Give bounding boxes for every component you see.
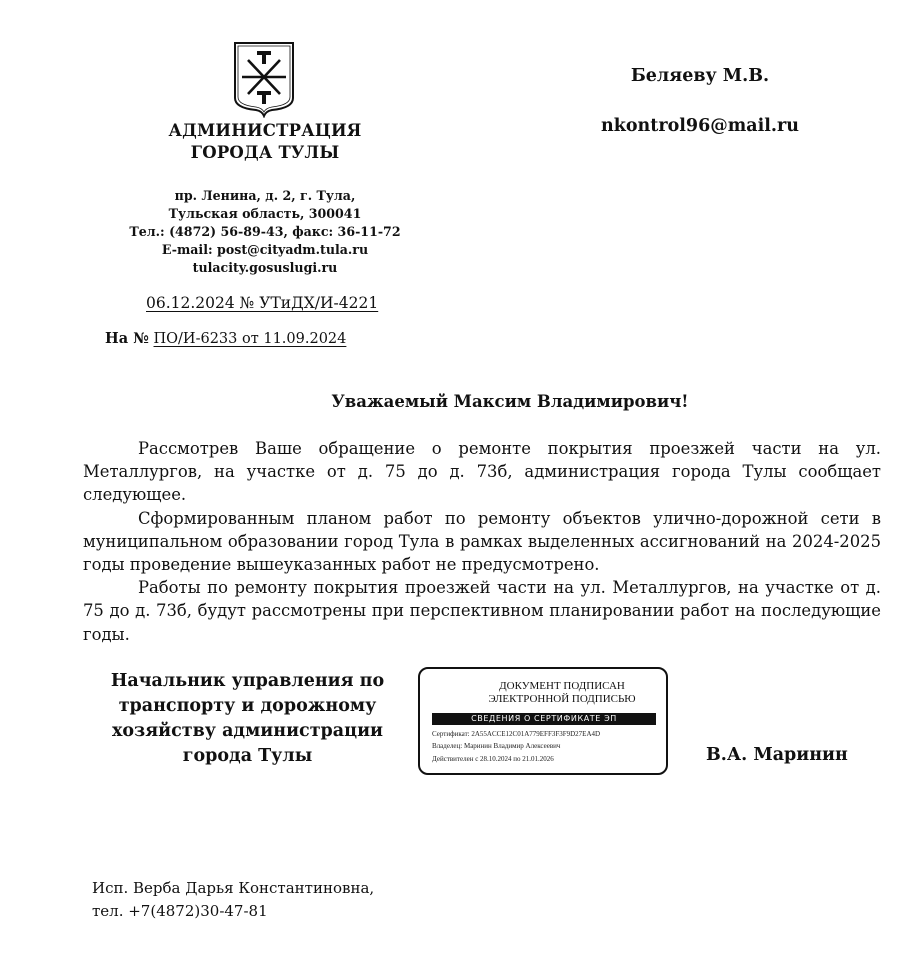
- salutation: Уважаемый Максим Владимирович!: [331, 392, 689, 411]
- signer-title-line: хозяйству администрации: [111, 721, 384, 741]
- executor-phone: тел. +7(4872)30-47-81: [92, 902, 268, 920]
- stamp-title: [420, 680, 666, 706]
- electronic-signature-stamp: [418, 667, 668, 775]
- organization-name: [140, 120, 390, 164]
- signer-name: В.А. Маринин: [706, 745, 848, 765]
- org-website: tulacity.gosuslugi.ru: [192, 260, 338, 275]
- outgoing-reg-number: 06.12.2024 № УТиДХ/И-4221: [146, 294, 379, 312]
- phone-fax: Тел.: (4872) 56-89-43, факс: 36-11-72: [129, 224, 401, 239]
- recipient-email: nkontrol96@mail.ru: [601, 116, 799, 136]
- executor-info: [92, 877, 374, 923]
- address-line: Тульская область, 300041: [168, 206, 362, 221]
- incoming-label: На №: [105, 330, 149, 347]
- signer-title-line: транспорту и дорожному: [118, 696, 377, 716]
- tula-coat-of-arms-icon: [232, 40, 296, 118]
- stamp-certificate: Сертификат: 2A55ACCE12C01A779EFF3F3F9D27EA4D: [432, 730, 601, 738]
- body-paragraph: Сформированным планом работ по ремонту объектов улично-дорожной сети в муниципальном образовании город Тула в рамках выделенных ассигнований на 2024-2025 годы проведение вышеуказанных работ не предусмотрено.: [83, 508, 881, 575]
- org-name-line: ГОРОДА ТУЛЫ: [190, 143, 340, 162]
- stamp-title-line: ЭЛЕКТРОННОЙ ПОДПИСЬЮ: [488, 693, 636, 705]
- stamp-title-line: ДОКУМЕНТ ПОДПИСАН: [499, 680, 625, 692]
- signer-title-line: города Тулы: [182, 746, 313, 766]
- stamp-owner: Владелец: Маринин Владимир Алексеевич: [432, 742, 561, 750]
- incoming-value: ПО/И-6233 от 11.09.2024: [153, 331, 347, 347]
- org-name-line: АДМИНИСТРАЦИЯ: [168, 121, 362, 140]
- incoming-reference: [105, 330, 346, 347]
- signer-title-line: Начальник управления по: [110, 671, 385, 691]
- organization-contacts: [120, 187, 410, 277]
- letter-body: [83, 437, 881, 646]
- body-paragraph: Рассмотрев Ваше обращение о ремонте покрытия проезжей части на ул. Металлургов, на участке от д. 75 до д. 73б, администрация города Тулы сообщает следующее.: [83, 439, 881, 505]
- stamp-certificate-bar: СВЕДЕНИЯ О СЕРТИФИКАТЕ ЭП: [432, 713, 656, 725]
- body-paragraph: Работы по ремонту покрытия проезжей части на ул. Металлургов, на участке от д. 75 до д. 73б, будут рассмотрены при перспективном планировании работ на последующие годы.: [83, 578, 881, 644]
- address-line: пр. Ленина, д. 2, г. Тула,: [174, 188, 356, 203]
- executor-name: Исп. Верба Дарья Константиновна,: [92, 879, 375, 897]
- recipient-name: Беляеву М.В.: [630, 66, 770, 86]
- org-email: E-mail: post@cityadm.tula.ru: [161, 242, 369, 257]
- stamp-validity: Действителен с 28.10.2024 по 21.01.2026: [432, 755, 554, 763]
- signer-title: [100, 669, 395, 769]
